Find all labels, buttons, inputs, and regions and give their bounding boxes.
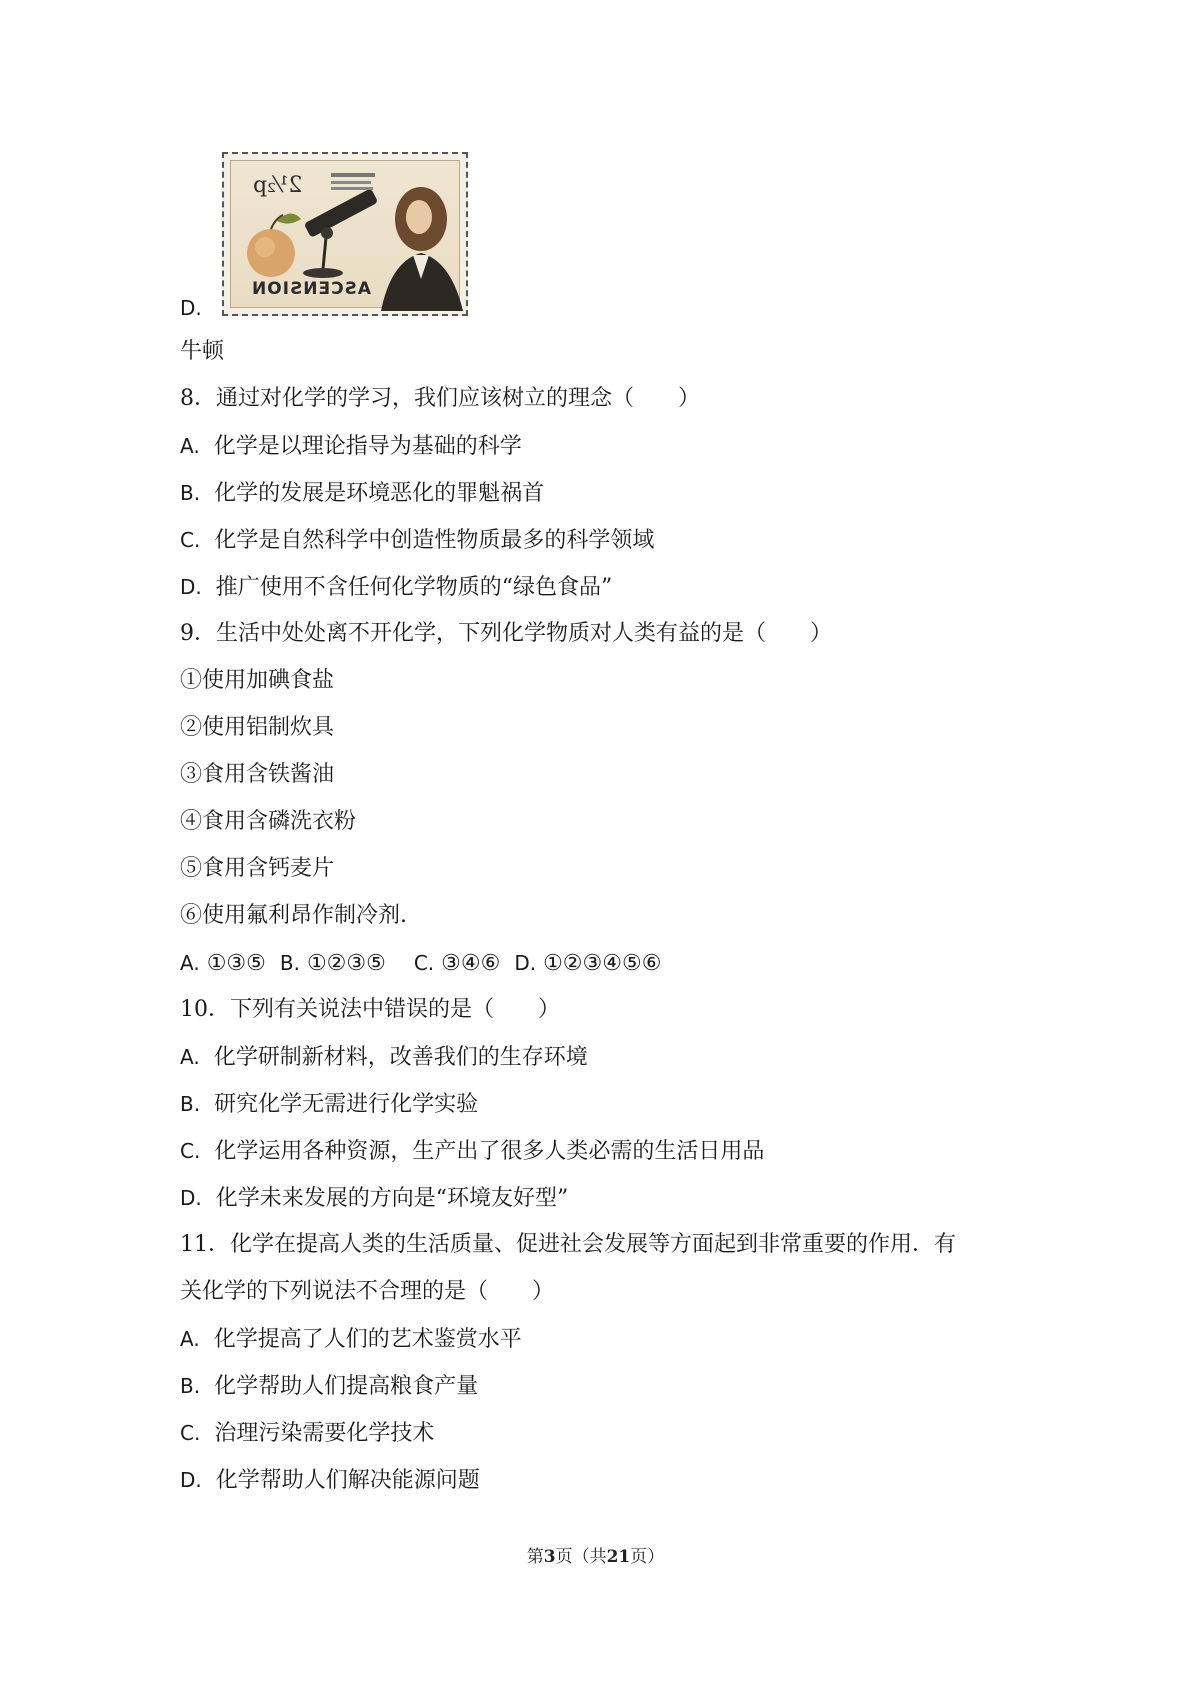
q9-stem: 9．生活中处处离不开化学，下列化学物质对人类有益的是（ ）: [180, 621, 832, 646]
footer-total-pages: 21: [606, 1547, 631, 1567]
stamp-inner: [230, 160, 460, 308]
stamp-value: 2½p: [253, 173, 303, 198]
q10-stem: 10．下列有关说法中错误的是（ ）: [180, 997, 560, 1022]
stamp-country-text: ASCENSION: [251, 279, 371, 299]
q9-item-2: ②使用铝制炊具: [180, 715, 335, 740]
q8-stem: 8．通过对化学的学习，我们应该树立的理念（ ）: [180, 386, 700, 411]
q9-item-6: ⑥使用氟利昂作制冷剂.: [180, 903, 407, 928]
footer-page-number: 3: [543, 1547, 556, 1567]
q8-option-c: C. 化学是自然科学中创造性物质最多的科学领域: [180, 528, 655, 553]
q11-stem-line1: 11．化学在提高人类的生活质量、促进社会发展等方面起到非常重要的作用．有: [180, 1232, 956, 1257]
q9-item-3: ③食用含铁酱油: [180, 762, 335, 787]
q9-item-1: ①使用加碘食盐: [180, 668, 335, 693]
q10-option-d: D. 化学未来发展的方向是“环境友好型”: [180, 1186, 569, 1211]
q11-stem-line2: 关化学的下列说法不合理的是（ ）: [180, 1279, 555, 1304]
q8-option-d: D. 推广使用不含任何化学物质的“绿色食品”: [180, 575, 613, 600]
q8-option-b: B. 化学的发展是环境恶化的罪魁祸首: [180, 481, 545, 506]
q7-option-d-caption: 牛顿: [180, 339, 225, 364]
q11-option-c: C. 治理污染需要化学技术: [180, 1421, 435, 1446]
q9-item-4: ④食用含磷洗衣粉: [180, 809, 357, 834]
q11-option-b: B. 化学帮助人们提高粮食产量: [180, 1374, 479, 1399]
q11-option-a: A. 化学提高了人们的艺术鉴赏水平: [180, 1327, 522, 1352]
q8-option-a: A. 化学是以理论指导为基础的科学: [180, 434, 522, 459]
q11-option-d: D. 化学帮助人们解决能源问题: [180, 1468, 480, 1493]
q10-option-c: C. 化学运用各种资源，生产出了很多人类必需的生活日用品: [180, 1139, 765, 1164]
q10-option-b: B. 研究化学无需进行化学实验: [180, 1092, 479, 1117]
page-footer: 第3页（共21页）: [526, 1547, 665, 1567]
q9-item-5: ⑤食用含钙麦片: [180, 856, 335, 881]
q9-options-line: A. ①③⑤ B. ①②③⑤ C. ③④⑥ D. ①②③④⑤⑥: [180, 951, 662, 976]
newton-stamp-image: [222, 152, 468, 316]
q10-option-a: A. 化学研制新材料，改善我们的生存环境: [180, 1045, 588, 1070]
q7-option-d-label: D.: [180, 296, 202, 320]
